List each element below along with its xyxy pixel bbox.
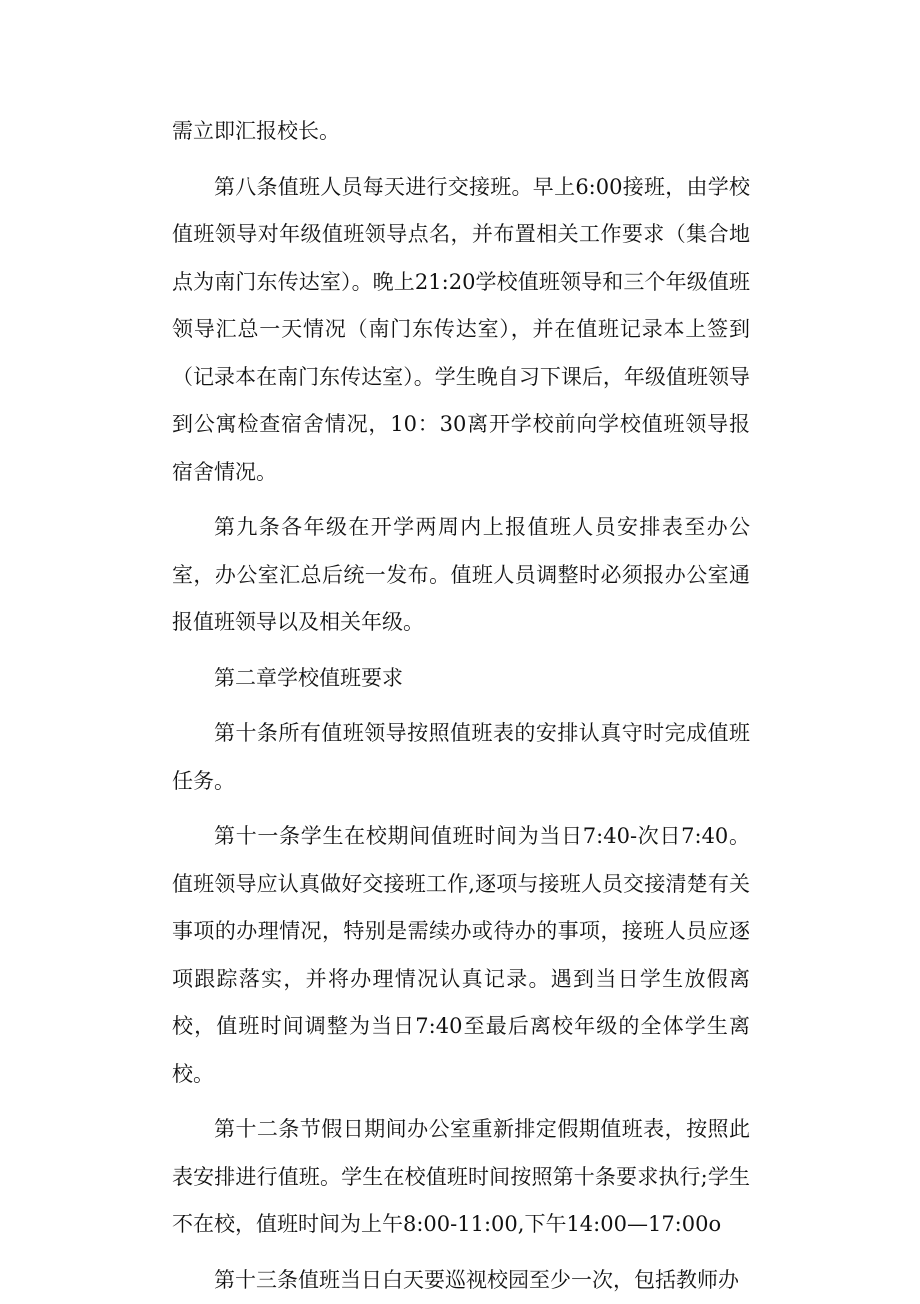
paragraph-article-13: 第十三条值班当日白天要巡视校园至少一次，包括教师办 <box>172 1257 750 1304</box>
paragraph-article-11: 第十一条学生在校期间值班时间为当日7:40-次日7:40。值班领导应认真做好交接班工作,逐项与接班人员交接清楚有关事项的办理情况，特别是需续办或待办的事项，接班人员应逐项跟踪落实，并将办理情况认真记录。遇到当日学生放假离校，值班时间调整为当日7:40至最后离校年级的全体学生离校。 <box>172 813 750 1098</box>
paragraph-article-8: 第八条值班人员每天进行交接班。早上6:00接班，由学校值班领导对年级值班领导点名，并布置相关工作要求（集合地点为南门东传达室）。晚上21:20学校值班领导和三个年级值班领导汇总一天情况（南门东传达室），并在值班记录本上签到（记录本在南门东传达室）。学生晚自习下课后，年级值班领导到公寓检查宿舍情况，10：30离开学校前向学校值班领导报宿舍情况。 <box>172 164 750 497</box>
paragraph-article-9: 第九条各年级在开学两周内上报值班人员安排表至办公室，办公室汇总后统一发布。值班人员调整时必须报办公室通报值班领导以及相关年级。 <box>172 504 750 647</box>
chapter-heading: 第二章学校值班要求 <box>172 655 750 703</box>
paragraph-continuation: 需立即汇报校长。 <box>172 108 750 156</box>
paragraph-article-12: 第十二条节假日期间办公室重新排定假期值班表，按照此表安排进行值班。学生在校值班时间按照第十条要求执行;学生不在校，值班时间为上午8:00-11:00,下午14:00—17:00o <box>172 1106 750 1249</box>
paragraph-article-10: 第十条所有值班领导按照值班表的安排认真守时完成值班任务。 <box>172 710 750 805</box>
document-body <box>172 108 750 1304</box>
